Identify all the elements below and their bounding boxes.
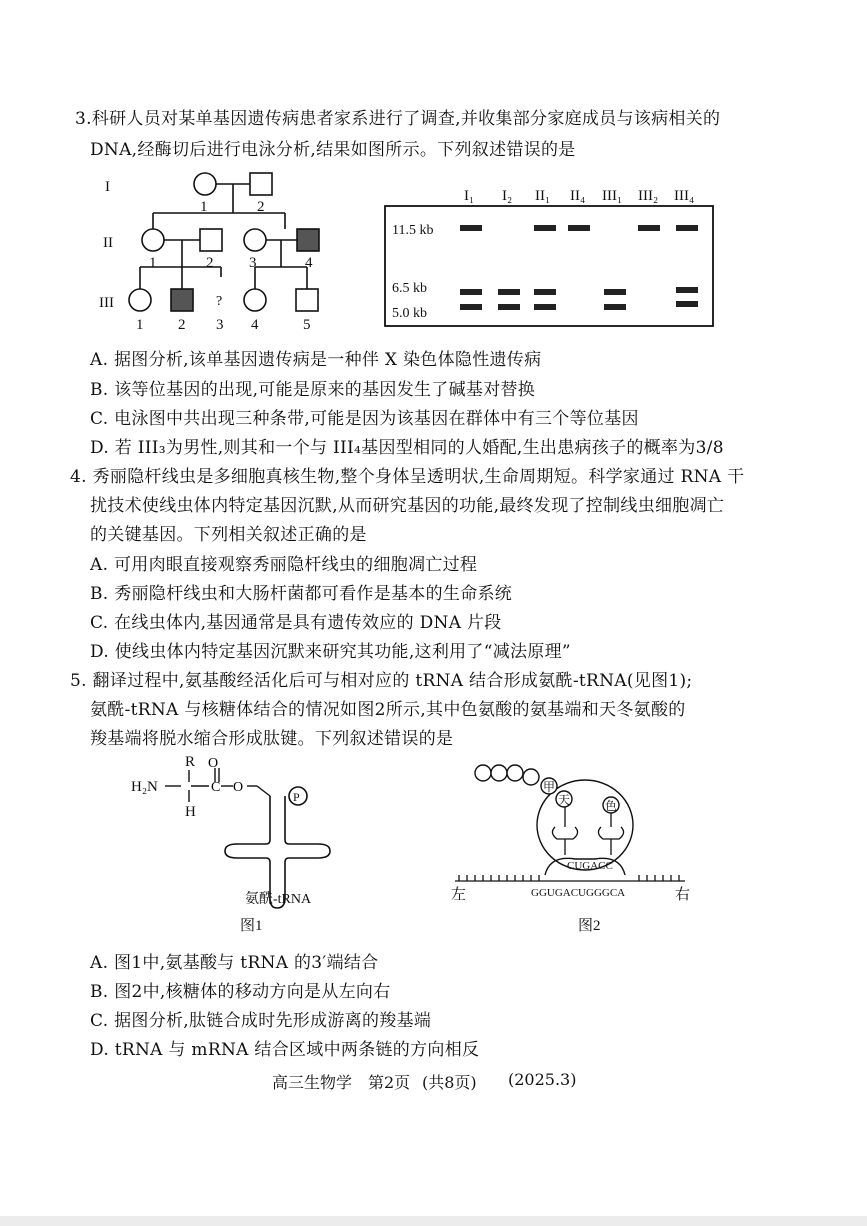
ind-label-II2: 2 <box>206 255 214 271</box>
figure-2-ribosome <box>445 755 705 935</box>
band-II4-11-5 <box>568 225 590 231</box>
lane-label-III2: III₂ <box>638 188 659 204</box>
ind-label-III1: 1 <box>136 317 144 333</box>
svg-text:O: O <box>208 756 219 771</box>
fig1-h-label: H <box>185 804 196 820</box>
band-I1-5-0 <box>460 304 482 310</box>
band-III1-5-0 <box>604 304 626 310</box>
pedigree-II2 <box>200 229 222 251</box>
gel-chart <box>380 180 715 330</box>
fig1-caption: 氨酰-tRNA <box>245 892 312 907</box>
q4-option-d: D. 使线虫体内特定基因沉默来研究其功能,这利用了“减法原理” <box>90 642 571 662</box>
pedigree-III5 <box>296 289 318 311</box>
fig2-title: 图2 <box>578 918 601 934</box>
page-bottom-edge <box>0 1216 867 1226</box>
ind-label-III5: 5 <box>303 317 311 333</box>
band-I2-6-5 <box>498 289 520 295</box>
fig1-title: 图1 <box>240 918 263 933</box>
q4-option-b: B. 秀丽隐杆线虫和大肠杆菌都可看作是基本的生命系统 <box>90 584 513 604</box>
ind-label-I1: 1 <box>200 199 208 215</box>
gen-label-II: II <box>103 235 113 251</box>
fig1-nh2-label: H₂N <box>131 779 158 795</box>
pedigree-I2 <box>250 173 272 195</box>
q4-option-a: A. 可用肉眼直接观察秀丽隐杆线虫的细胞凋亡过程 <box>90 555 478 575</box>
fig2-right-label: 右 <box>675 887 691 903</box>
ind-label-II4: 4 <box>305 255 313 271</box>
ind-label-III3: 3 <box>216 317 224 333</box>
lane-label-I2: I₂ <box>502 188 513 204</box>
band-III1-6-5 <box>604 289 626 295</box>
q4-stem-line1: 4. 秀丽隐杆线虫是多细胞真核生物,整个身体呈透明状,生命周期短。科学家通过 RNA 干 <box>70 467 745 487</box>
q4-stem-line3: 的关键基因。下列相关叙述正确的是 <box>90 525 367 545</box>
band-III2-11-5 <box>638 225 660 231</box>
pedigree-II4 <box>297 229 319 251</box>
fig2-mrna-sequence: GGUGACUGGGCA <box>531 887 626 899</box>
lane-label-III4: III₄ <box>674 188 695 204</box>
q5-stem-line1: 5. 翻译过程中,氨基酸经活化后可与相对应的 tRNA 结合形成氨酰-tRNA(见图1); <box>70 671 693 691</box>
pedigree-II3 <box>244 229 266 251</box>
q3-stem-line2: DNA,经酶切后进行电泳分析,结果如图所示。下列叙述错误的是 <box>90 140 576 160</box>
q3-option-b: B. 该等位基因的出现,可能是原来的基因发生了碱基对替换 <box>90 380 536 400</box>
gen-label-I: I <box>105 179 110 195</box>
q4-stem-line2: 扰技术使线虫体内特定基因沉默,从而研究基因的功能,最终发现了控制线虫细胞凋亡 <box>90 496 725 516</box>
size-label-6-5: 6.5 kb <box>392 281 427 296</box>
fig2-se-label: 色 <box>605 799 618 813</box>
pedigree-III2 <box>171 289 193 311</box>
fig1-p-label: P <box>293 790 300 804</box>
footer-subject: 高三生物学 <box>272 1073 353 1092</box>
q5-option-c: C. 据图分析,肽链合成时先形成游离的羧基端 <box>90 1011 432 1031</box>
lane-label-III1: III₁ <box>602 188 623 204</box>
fig2-tian-label: 天 <box>558 793 571 807</box>
band-II1-5-0 <box>534 304 556 310</box>
figure-1-aminoacyl-trna <box>125 748 345 933</box>
fig1-r-label: R <box>185 754 196 770</box>
pedigree-chart <box>95 165 335 340</box>
fig2-jia-label: 甲 <box>543 780 556 794</box>
unknown-mark: ? <box>216 294 223 309</box>
q5-option-a: A. 图1中,氨基酸与 tRNA 的3′端结合 <box>90 953 379 973</box>
lane-label-II1: II₁ <box>535 188 551 204</box>
size-label-11-5: 11.5 kb <box>392 223 434 238</box>
band-I1-11-5 <box>460 225 482 231</box>
lane-label-II4: II₄ <box>570 188 586 204</box>
footer-page: 第2页 <box>368 1073 411 1092</box>
ind-label-III2: 2 <box>178 317 186 333</box>
pedigree-II1 <box>142 229 164 251</box>
q5-stem-line3: 羧基端将脱水缩合形成肽键。下列叙述错误的是 <box>90 729 454 749</box>
q3-option-d: D. 若 III₃为男性,则其和一个与 III₄基因型相同的人婚配,生出患病孩子的概率为3/8 <box>90 438 724 458</box>
footer-date: (2025.3) <box>508 1070 577 1089</box>
fig2-anticodon: CUGACC <box>567 860 613 872</box>
band-III4-11-5 <box>676 225 698 231</box>
q3-option-c: C. 电泳图中共出现三种条带,可能是因为该基因在群体中有三个等位基因 <box>90 409 639 429</box>
size-label-5-0: 5.0 kb <box>392 306 427 321</box>
band-III4-6-5 <box>676 287 698 293</box>
pedigree-III4 <box>244 289 266 311</box>
lane-label-I1: I₁ <box>464 188 475 204</box>
q3-stem-line1: 3.科研人员对某单基因遗传病患者家系进行了调查,并收集部分家庭成员与该病相关的 <box>75 109 721 129</box>
q5-option-d: D. tRNA 与 mRNA 结合区域中两条链的方向相反 <box>90 1040 480 1060</box>
band-I2-5-0 <box>498 304 520 310</box>
fig2-left-label: 左 <box>451 887 467 903</box>
ind-label-I2: 2 <box>257 199 265 215</box>
q5-option-b: B. 图2中,核糖体的移动方向是从左向右 <box>90 982 391 1002</box>
ind-label-III4: 4 <box>251 317 259 333</box>
footer-total: (共8页) <box>422 1073 477 1092</box>
band-III4-5-0 <box>676 301 698 307</box>
band-I1-6-5 <box>460 289 482 295</box>
svg-text:C: C <box>211 780 221 795</box>
pedigree-III1 <box>129 289 151 311</box>
pedigree-I1 <box>194 173 216 195</box>
q3-option-a: A. 据图分析,该单基因遗传病是一种伴 X 染色体隐性遗传病 <box>90 350 542 370</box>
ind-label-II3: 3 <box>249 255 257 271</box>
band-II1-11-5 <box>534 225 556 231</box>
q5-stem-line2: 氨酰-tRNA 与核糖体结合的情况如图2所示,其中色氨酸的氨基端和天冬氨酸的 <box>90 700 686 720</box>
gen-label-III: III <box>99 295 114 311</box>
ind-label-II1: 1 <box>149 255 157 271</box>
svg-text:O: O <box>233 780 244 795</box>
band-II1-6-5 <box>534 289 556 295</box>
q4-option-c: C. 在线虫体内,基因通常是具有遗传效应的 DNA 片段 <box>90 613 502 633</box>
